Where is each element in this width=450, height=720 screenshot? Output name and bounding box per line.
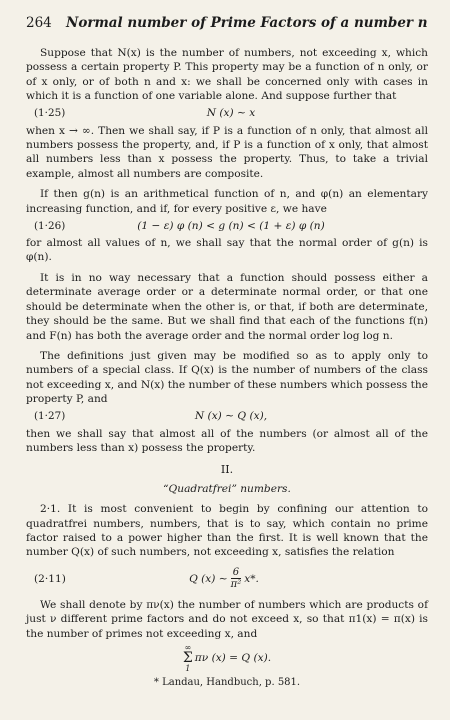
equation-2-11 <box>26 564 428 594</box>
paragraph-5: It is in no way necessary that a function should possess either a determinate average order or a determinate normal order, or that one should be determinate when the other is, or that, if both are determinate, they should be the same. But we shall find that each of the functions f(n) and F(n) has both the average order and the normal order log log n. <box>26 271 428 342</box>
summation-equation <box>26 641 428 675</box>
fraction-denominator: π² <box>230 579 242 591</box>
sum-lower-limit: 1 <box>185 663 191 673</box>
equation-number: (1·27) <box>34 410 66 423</box>
paragraph-8: 2·1. It is most convenient to begin by confining our attention to quadratfrei numbers, numbers, that is to say, which contain no prime factor raised to a power higher than the first. It is well known that the number Q(x) of such numbers, not exceeding x, satisfies the relation <box>26 503 428 559</box>
fraction-numerator: 6 <box>232 567 240 579</box>
equation-1-25 <box>26 105 428 123</box>
equation-body: N (x) ∼ x <box>206 107 256 120</box>
section-numeral: II. <box>220 463 234 477</box>
paragraph-6: The definitions just given may be modified so as to apply only to numbers of a special class. If Q(x) is the number of numbers of the class not exceeding x, and N(x) the number of these numbers which possess the property P, and <box>26 349 428 406</box>
paragraph-4: for almost all values of n, we shall say that the normal order of g(n) is φ(n). <box>26 237 428 264</box>
equation-1-26 <box>26 217 428 235</box>
page-number: 264 <box>26 15 52 31</box>
equation-body: N (x) ∼ Q (x), <box>194 410 268 423</box>
equation-rhs: x*. <box>244 572 259 585</box>
paragraph-3: If then g(n) is an arithmetical function of n, and φ(n) an elementary increasing function, and if, for every positive ε, we have <box>26 188 428 215</box>
fraction <box>231 567 242 590</box>
equation-body: (1 − ε) φ (n) < g (n) < (1 + ε) φ (n) <box>137 219 325 232</box>
equation-number: (1·25) <box>34 107 66 120</box>
equation-1-27 <box>26 408 428 426</box>
paragraph-7: then we shall say that almost all of the numbers (or almost all of the numbers less than x) possess the property. <box>26 427 428 454</box>
equation-number: (2·11) <box>34 572 66 585</box>
sum-upper-limit: ∞ <box>184 642 192 652</box>
sigma-symbol: Σ <box>182 649 193 666</box>
equation-body <box>80 567 428 590</box>
running-title: Normal number of Prime Factors of a number n <box>66 15 428 31</box>
footnote: * Landau, Handbuch, p. 581. <box>153 677 301 688</box>
equation-lhs: Q (x) ∼ <box>189 572 228 585</box>
paragraph-1: Suppose that N(x) is the number of numbers, not exceeding x, which possess a certain property P. This property may be a function of n only, or of x only, or of both n and x: we shall be concerned only with cases in which it is a function of one variable alone. And suppose further that <box>26 47 428 103</box>
summation-sign <box>183 644 193 673</box>
equation-number: (1·26) <box>34 219 66 232</box>
paragraph-9: We shall denote by πν(x) the number of numbers which are products of just ν different prime factors and do not exceed x, so that π1(x) = π(x) is the number of primes not exceeding x, and <box>26 598 428 640</box>
running-head <box>26 14 428 32</box>
section-title: “Quadratfrei” numbers. <box>163 482 291 495</box>
paragraph-2: when x → ∞. Then we shall say, if P is a function of n only, that almost all numbers possess the property, and, if P is a function of x only, that almost all numbers less than x possess the property. Thus, to take a trivial example, almost all numbers are composite. <box>26 124 428 180</box>
summation-body: πν (x) = Q (x). <box>194 651 272 664</box>
